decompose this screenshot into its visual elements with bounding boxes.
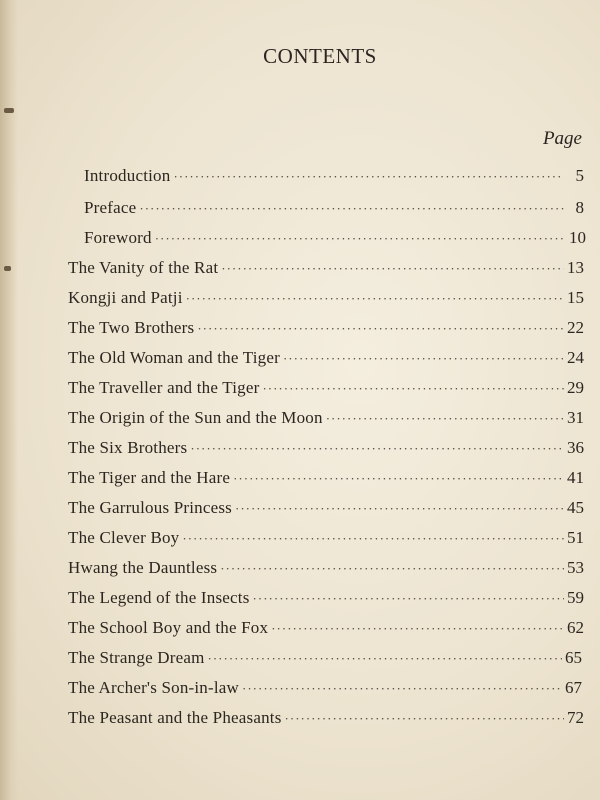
toc-entry-title: Hwang the Dauntless	[68, 558, 218, 577]
toc-entry-page: 62	[567, 618, 584, 637]
leader-dots	[221, 261, 564, 277]
toc-entry	[0, 558, 584, 582]
toc-entry	[0, 408, 584, 432]
toc-entry-page: 53	[567, 558, 584, 577]
toc-entry-title: The Old Woman and the Tiger	[68, 348, 280, 367]
toc-entry	[0, 166, 584, 190]
toc-entry-title: The Clever Boy	[68, 528, 180, 547]
leader-dots	[190, 441, 564, 457]
leader-dots	[326, 411, 564, 427]
leader-dots	[285, 711, 564, 727]
toc-entry-title: The Archer's Son-in-law	[68, 678, 240, 697]
gutter-mark	[4, 108, 14, 113]
leader-dots	[197, 321, 564, 337]
leader-dots	[233, 471, 564, 487]
toc-entry-page: 72	[567, 708, 584, 727]
toc-entry-page: 15	[567, 288, 584, 307]
toc-entry-title: The Origin of the Sun and the Moon	[68, 408, 323, 427]
leader-dots	[182, 531, 564, 547]
toc-entry-page: 24	[567, 348, 584, 367]
toc-entry-page: 36	[567, 438, 584, 457]
toc-entry-page: 29	[567, 378, 584, 397]
toc-entry-page: 65	[565, 648, 582, 667]
toc-entry	[0, 708, 584, 732]
toc-entry	[0, 588, 584, 612]
toc-entry	[0, 648, 582, 672]
page-column-label: Page	[542, 128, 582, 149]
toc-entry-title: The Tiger and the Hare	[68, 468, 231, 487]
toc-entry-title: The Peasant and the Pheasants	[68, 708, 282, 727]
toc-entry-title: Preface	[84, 198, 137, 217]
toc-entry-page: 22	[567, 318, 584, 337]
toc-entry-title: The Six Brothers	[68, 438, 188, 457]
toc-entry	[0, 618, 584, 642]
toc-entry-page: 8	[575, 198, 584, 217]
toc-entry-title: Kongji and Patji	[68, 288, 183, 307]
toc-entry-page: 13	[567, 258, 584, 277]
leader-dots	[186, 291, 564, 307]
toc-entry	[0, 678, 582, 702]
toc-entry	[0, 498, 584, 522]
contents-heading: CONTENTS	[263, 44, 377, 68]
toc-entry-page: 45	[567, 498, 584, 517]
toc-entry	[0, 378, 584, 402]
toc-entry-title: The Two Brothers	[68, 318, 195, 337]
toc-entry-page: 31	[567, 408, 584, 427]
toc-entry	[0, 438, 584, 462]
toc-entry	[0, 528, 584, 552]
leader-dots	[220, 561, 564, 577]
toc-entry	[0, 348, 584, 372]
leader-dots	[253, 591, 564, 607]
toc-entry-page: 10	[569, 228, 586, 247]
toc-entry-title: The Vanity of the Rat	[68, 258, 219, 277]
toc-entry	[0, 258, 584, 282]
toc-entry	[0, 198, 584, 222]
toc-entry-title: The Legend of the Insects	[68, 588, 250, 607]
toc-entry-title: Foreword	[84, 228, 152, 247]
toc-entry-page: 51	[567, 528, 584, 547]
toc-entry-title: The Traveller and the Tiger	[68, 378, 260, 397]
toc-entry-title: The School Boy and the Fox	[68, 618, 269, 637]
leader-dots	[242, 681, 562, 697]
leader-dots	[155, 231, 566, 247]
toc-entry-page: 41	[567, 468, 584, 487]
toc-entry	[0, 288, 584, 312]
toc-entry	[0, 468, 584, 492]
toc-entry-title: The Garrulous Princess	[68, 498, 232, 517]
toc-entry-page: 67	[565, 678, 582, 697]
leader-dots	[139, 201, 564, 217]
toc-entry-title: The Strange Dream	[68, 648, 205, 667]
leader-dots	[283, 351, 564, 367]
toc-entry	[0, 318, 584, 342]
toc-entry-page: 5	[575, 166, 584, 185]
leader-dots	[271, 621, 564, 637]
leader-dots	[235, 501, 564, 517]
leader-dots	[208, 651, 562, 667]
leader-dots	[262, 381, 564, 397]
toc-entry	[0, 228, 586, 252]
toc-entry-title: Introduction	[84, 166, 171, 185]
leader-dots	[173, 169, 564, 185]
toc-entry-page: 59	[567, 588, 584, 607]
